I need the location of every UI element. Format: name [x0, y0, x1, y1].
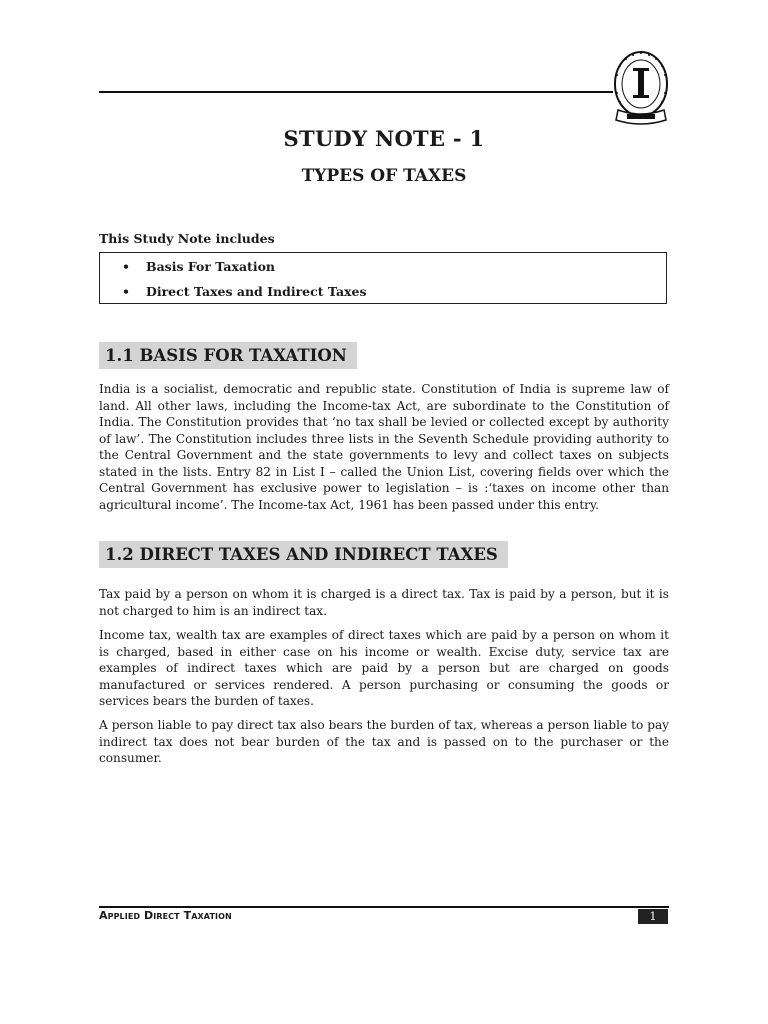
footer-book-title: Applied Direct Taxation [99, 909, 232, 922]
bullet-icon: • [122, 259, 130, 274]
paragraph: India is a socialist, democratic and republic state. Constitution of India is supreme law of land. All other laws, including the Income-tax Act, are subordinate to the Constitution of India. The Constitution provides that ‘no tax shall be levied or collected except by authority of law’. The Constitution includes three lists in the Seventh Schedule providing authority to the Central Government and the state governments to levy and collect taxes on subjects stated in the lists. Entry 82 in List I – called the Union List, covering fields over which the Central Government has exclusive power to legislation – is :‘taxes on income other than agricultural income’. The Income-tax Act, 1961 has been passed under this entry. [99, 382, 669, 512]
page-subtitle: TYPES OF TAXES [301, 166, 467, 186]
paragraph: Income tax, wealth tax are examples of direct taxes which are paid by a person on whom it is charged, based in either case on his income or wealth. Excise duty, service tax are examples of indirect taxes which are paid by a person but are charged on goods manufactured or services rendered. A person purchasing or consuming the goods or services bears the burden of taxes. [99, 628, 669, 708]
includes-box [99, 252, 667, 304]
includes-list-item: • Direct Taxes and Indirect Taxes [122, 284, 367, 299]
paragraph: A person liable to pay direct tax also bears the burden of tax, whereas a person liable to pay indirect tax does not bear burden of the tax and is passed on to the purchaser or the consumer. [99, 718, 669, 765]
includes-label: This Study Note includes [99, 231, 275, 246]
section-heading: 1.1 BASIS FOR TAXATION [99, 342, 357, 369]
footer-rule [99, 906, 669, 908]
page-number: 1 [638, 909, 668, 924]
header-rule [99, 91, 613, 93]
page-title: STUDY NOTE - 1 [283, 126, 485, 151]
paragraph: Tax paid by a person on whom it is charged is a direct tax. Tax is paid by a person, but it is not charged to him is an indirect tax. [99, 587, 669, 618]
section-heading: 1.2 DIRECT TAXES AND INDIRECT TAXES [99, 541, 508, 568]
includes-list-item: • Basis For Taxation [122, 259, 276, 274]
bullet-icon: • [122, 284, 130, 299]
institute-seal-logo [612, 48, 670, 128]
